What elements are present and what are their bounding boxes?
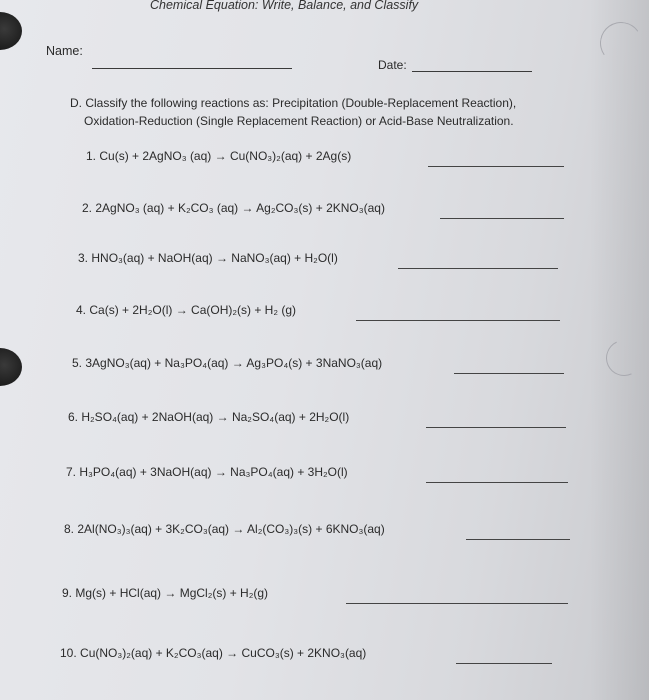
reaction-number: 1. <box>86 149 97 163</box>
reaction-number: 6. <box>68 410 79 424</box>
reaction-number: 2. <box>82 201 93 215</box>
reaction-equation: HNO₃(aq) + NaOH(aq) → NaNO₃(aq) + H₂O(l) <box>91 251 338 265</box>
instructions-line-2: Oxidation-Reduction (Single Replacement Reaction) or Acid-Base Neutralization. <box>84 114 514 128</box>
reaction-equation: H₃PO₄(aq) + 3NaOH(aq) → Na₃PO₄(aq) + 3H₂O(l) <box>79 465 348 479</box>
answer-blank-9[interactable] <box>346 603 568 604</box>
answer-blank-5[interactable] <box>454 373 564 374</box>
answer-blank-8[interactable] <box>466 539 570 540</box>
reaction-6 <box>68 410 349 424</box>
reaction-4 <box>76 303 296 317</box>
reaction-equation: 3AgNO₃(aq) + Na₃PO₄(aq) → Ag₃PO₄(s) + 3NaNO₃(aq) <box>85 356 383 370</box>
reaction-equation: 2Al(NO₃)₃(aq) + 3K₂CO₃(aq) → Al₂(CO₃)₃(s) + 6KNO₃(aq) <box>77 522 385 536</box>
binder-hole-top <box>0 12 22 50</box>
date-blank[interactable] <box>412 71 532 72</box>
answer-blank-2[interactable] <box>440 218 564 219</box>
name-label: Name: <box>46 44 83 58</box>
worksheet-title: Chemical Equation: Write, Balance, and Classify <box>150 0 419 12</box>
answer-blank-7[interactable] <box>426 482 568 483</box>
instructions-line-1: D. Classify the following reactions as: Precipitation (Double-Replacement Reaction), <box>70 96 517 110</box>
reaction-number: 5. <box>72 356 83 370</box>
reaction-number: 8. <box>64 522 75 536</box>
answer-blank-6[interactable] <box>426 427 566 428</box>
answer-blank-4[interactable] <box>356 320 560 321</box>
answer-blank-3[interactable] <box>398 268 558 269</box>
reaction-equation: Ca(s) + 2H₂O(l) → Ca(OH)₂(s) + H₂ (g) <box>89 303 297 317</box>
answer-blank-10[interactable] <box>456 663 552 664</box>
reaction-1 <box>86 149 351 163</box>
reaction-equation: Cu(s) + 2AgNO₃ (aq) → Cu(NO₃)₂(aq) + 2Ag(s) <box>99 149 352 163</box>
reaction-number: 9. <box>62 586 73 600</box>
instructions <box>70 94 570 130</box>
reaction-8 <box>64 522 385 536</box>
binder-hole-middle <box>0 348 22 386</box>
reaction-equation: 2AgNO₃ (aq) + K₂CO₃ (aq) → Ag₂CO₃(s) + 2KNO₃(aq) <box>95 201 385 215</box>
reaction-2 <box>82 201 385 215</box>
name-blank[interactable] <box>92 68 292 69</box>
reaction-7 <box>66 465 348 479</box>
reaction-equation: Cu(NO₃)₂(aq) + K₂CO₃(aq) → CuCO₃(s) + 2KNO₃(aq) <box>80 646 367 660</box>
reaction-number: 7. <box>66 465 77 479</box>
reaction-10 <box>60 646 366 660</box>
reaction-equation: H₂SO₄(aq) + 2NaOH(aq) → Na₂SO₄(aq) + 2H₂O(l) <box>81 410 350 424</box>
reaction-5 <box>72 356 382 370</box>
date-label: Date: <box>378 58 407 72</box>
reaction-number: 10. <box>60 646 77 660</box>
reaction-number: 4. <box>76 303 87 317</box>
reaction-9 <box>62 586 268 600</box>
reaction-number: 3. <box>78 251 89 265</box>
reaction-equation: Mg(s) + HCl(aq) → MgCl₂(s) + H₂(g) <box>75 586 269 600</box>
reaction-3 <box>78 251 338 265</box>
answer-blank-1[interactable] <box>428 166 564 167</box>
